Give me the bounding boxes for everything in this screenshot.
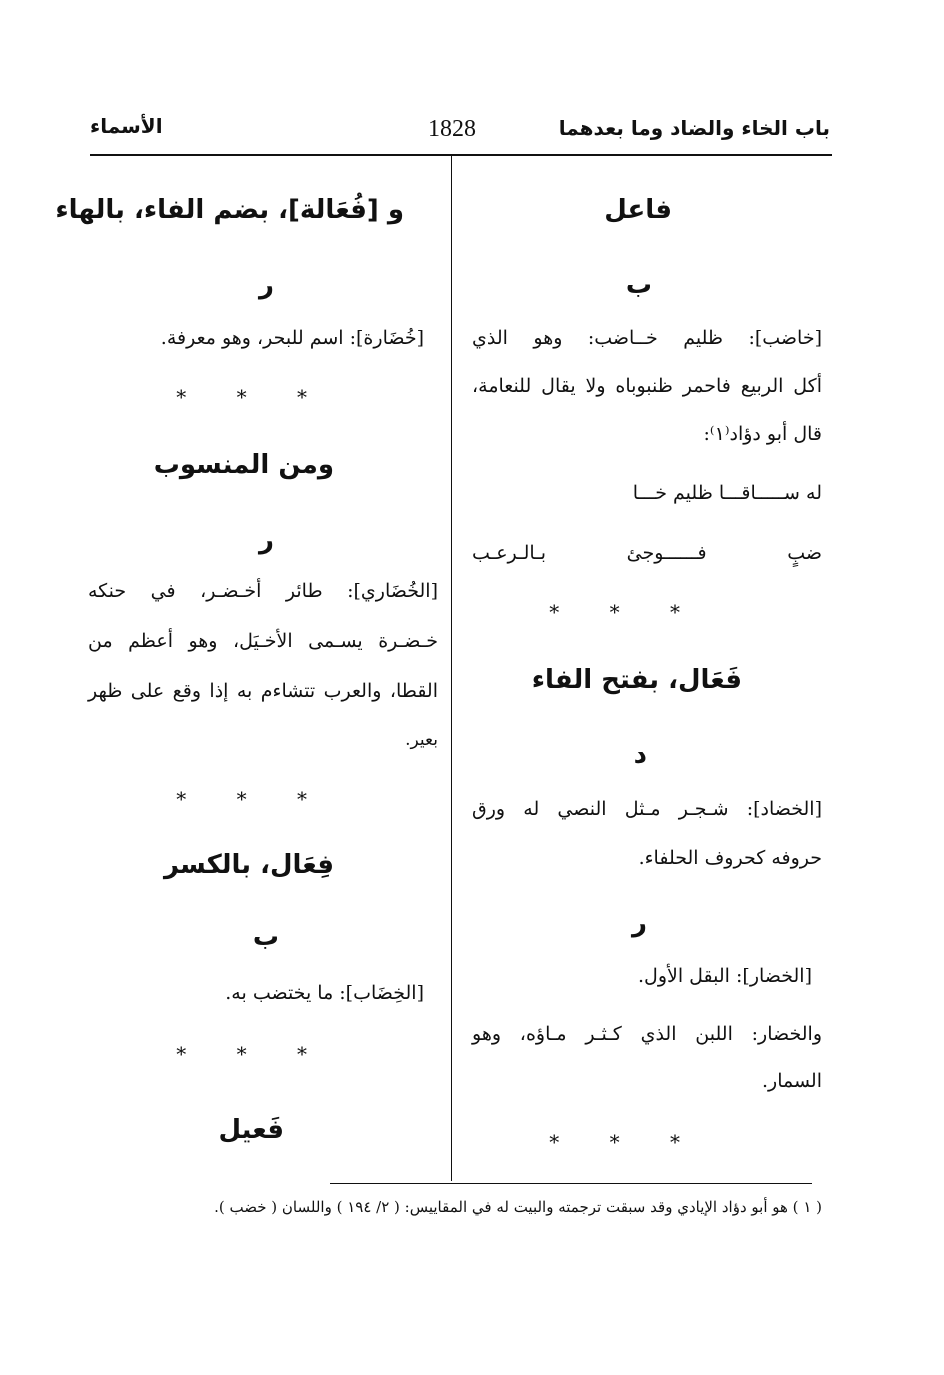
entry-line: [الخضاد]: شـجـر مـثل النصي له ورق: [472, 798, 822, 820]
subheading: فَعيل: [218, 1115, 284, 1145]
subheading: فَعَال، بفتح الفاء: [531, 665, 742, 695]
page-number: 1828: [428, 116, 476, 142]
entry-line: القطا، والعرب تتشاءم به إذا وقع على ظهر: [88, 680, 438, 702]
entry-line: [الخضار]: البقل الأول.: [637, 965, 812, 987]
letter-heading: ب: [252, 922, 279, 952]
heading-faail: فاعل: [604, 195, 672, 225]
entry-line: خـضـرة يسـمى الأخـيَل، وهو أعظم من: [88, 630, 438, 652]
letter-heading: ب: [625, 270, 652, 300]
subheading: ومن المنسوب: [153, 450, 334, 480]
section-stars: * * *: [176, 787, 329, 811]
letter-heading: د: [633, 740, 647, 770]
entry-line: والخضار: اللبن الذي كـثـر مـاؤه، وهو: [472, 1023, 822, 1045]
entry-line: حروفه كحروف الحلفاء.: [638, 847, 822, 869]
entry-line: [خُضَارة]: اسم للبحر، وهو معرفة.: [160, 327, 424, 349]
chapter-title: باب الخاء والضاد وما بعدهما: [558, 116, 830, 140]
heading-fuaala: و [فُعَالة]، بضم الفاء، بالهاء: [55, 195, 404, 225]
verse-line: ضبٍ فــــــوجئ بـالـرعـب: [472, 542, 822, 564]
footnote-rule: [330, 1183, 812, 1184]
entry-line: السمار.: [761, 1070, 822, 1092]
entry-line: [الخُضَاري]: طائر أخـضـر، في حنكه: [88, 580, 438, 602]
letter-heading: ر: [259, 270, 274, 300]
column-divider: [451, 156, 452, 1181]
section-title: الأسماء: [90, 114, 163, 138]
entry-line: [الخِضَاب]: ما يختضب به.: [225, 982, 424, 1004]
section-stars: * * *: [549, 600, 702, 624]
entry-line: أكل الربيع فاحمر ظنبوباه ولا يقال للنعامة،: [472, 375, 822, 397]
verse-line: له ســـــاقـــا ظليم خـــا: [632, 482, 822, 504]
entry-line: [خاضب]: ظليم خــاضب: وهو الذي: [472, 327, 822, 349]
section-stars: * * *: [176, 385, 329, 409]
entry-line: قال أبو دؤاد⁽١⁾:: [703, 423, 822, 445]
subheading: فِعَال، بالكسر: [164, 850, 334, 880]
letter-heading: ر: [259, 525, 274, 555]
header-rule: [90, 154, 832, 156]
section-stars: * * *: [176, 1042, 329, 1066]
running-header: [90, 112, 830, 152]
footnote: ( ١ ) هو أبو دؤاد الإيادي وقد سبقت ترجمته والبيت له في المقاييس: ( ٢/ ١٩٤ ) واللسان ( خضب ).: [214, 1198, 822, 1216]
section-stars: * * *: [549, 1130, 702, 1154]
letter-heading: ر: [632, 908, 647, 938]
entry-line: بعير.: [405, 730, 438, 750]
